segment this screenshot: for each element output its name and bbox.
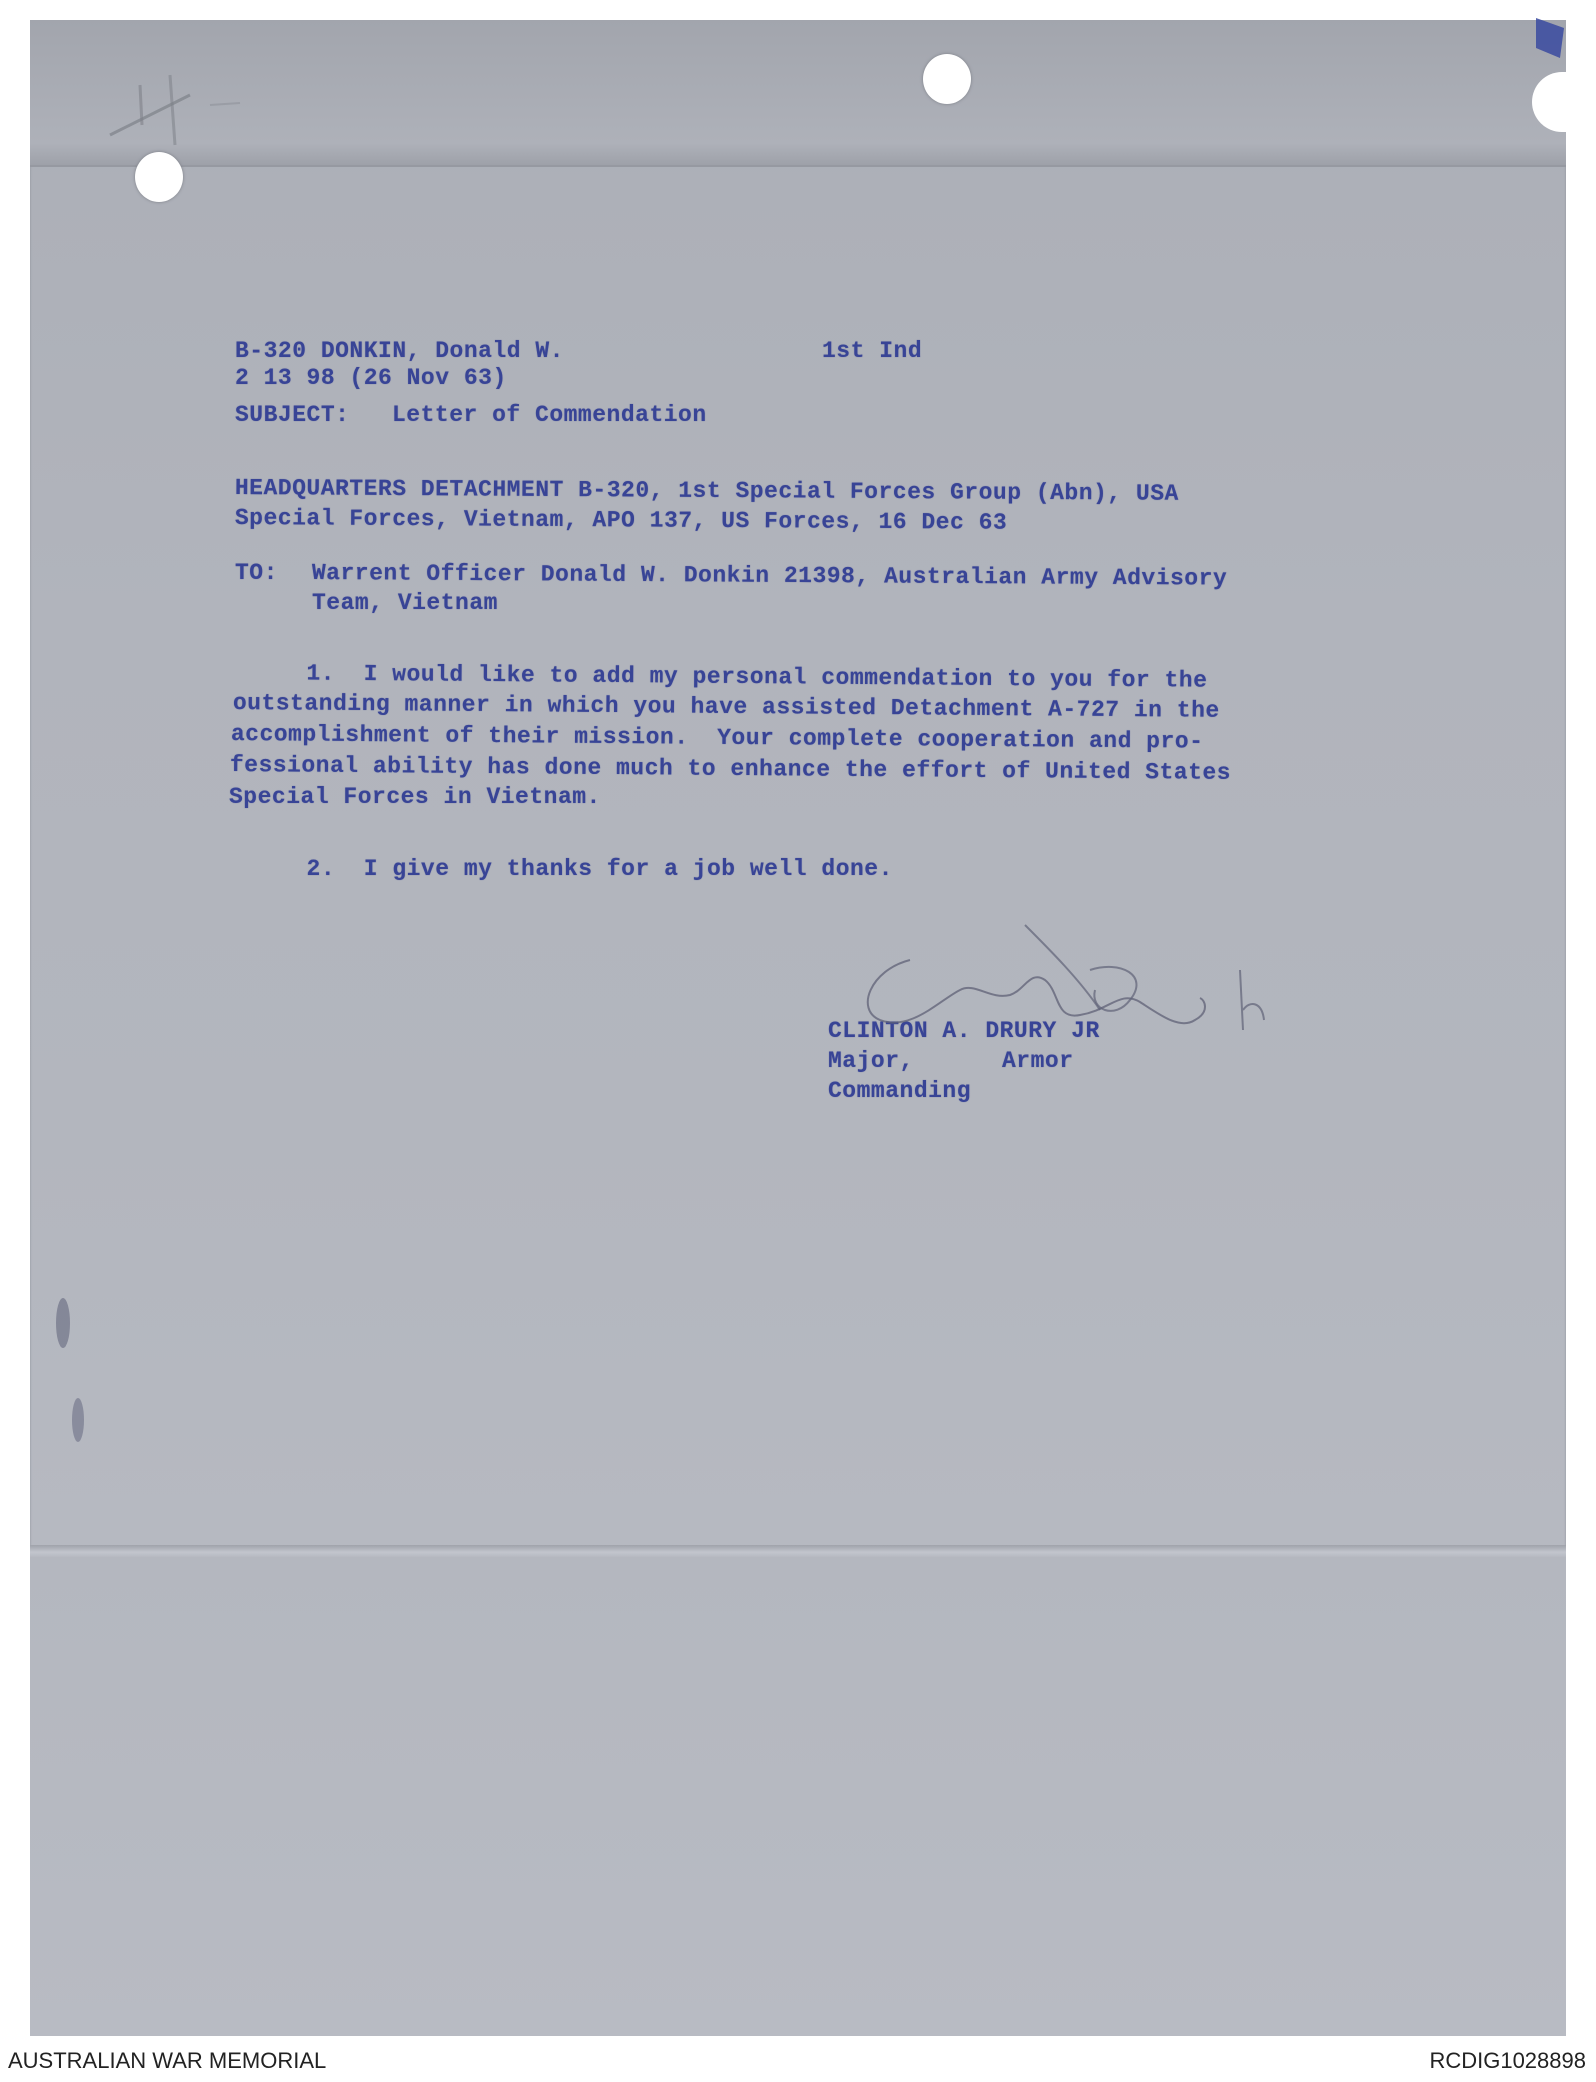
paragraph-1-line: accomplishment of their mission. Your complete cooperation and pro- [230, 721, 1204, 755]
archive-id: RCDIG1028898 [1429, 2048, 1586, 2073]
typed-letter [30, 20, 1566, 2036]
paragraph-1-line: 1. I would like to add my personal commendation to you for the [234, 660, 1208, 694]
signer-title: Commanding [828, 1078, 972, 1104]
to-line-1: Warrent Officer Donald W. Donkin 21398, Australian Army Advisory [311, 560, 1228, 592]
paragraph-2: 2. I give my thanks for a job well done. [235, 856, 893, 882]
indorsement-label: 1st Ind [822, 338, 923, 364]
signer-branch: Armor [1002, 1048, 1074, 1074]
signer-name: CLINTON A. DRURY JR [828, 1018, 1100, 1044]
signer-rank: Major, [828, 1048, 914, 1074]
paragraph-1-line: outstanding manner in which you have assisted Detachment A-727 in the [232, 690, 1220, 724]
file-line: B-320 DONKIN, Donald W. [235, 338, 564, 364]
paragraph-1-line: Special Forces in Vietnam. [229, 784, 601, 810]
to-line-2: Team, Vietnam [312, 590, 498, 616]
carbon-sheet [30, 20, 1566, 2036]
paragraph-1-line: fessional ability has done much to enhance the effort of United States [229, 752, 1232, 786]
corner-tab [1536, 18, 1566, 68]
subject-text: Letter of Commendation [392, 402, 707, 428]
origin-line-2: Special Forces, Vietnam, APO 137, US Forces, 16 Dec 63 [234, 505, 1008, 536]
handwritten-signature [850, 920, 1310, 1090]
reference-line: 2 13 98 (26 Nov 63) [235, 365, 507, 391]
subject-label: SUBJECT: [235, 402, 350, 428]
archive-footer [0, 2036, 1596, 2082]
archive-source: AUSTRALIAN WAR MEMORIAL [8, 2048, 327, 2073]
origin-line-1: HEADQUARTERS DETACHMENT B-320, 1st Special Forces Group (Abn), USA [234, 475, 1179, 507]
to-label: TO: [235, 560, 278, 586]
